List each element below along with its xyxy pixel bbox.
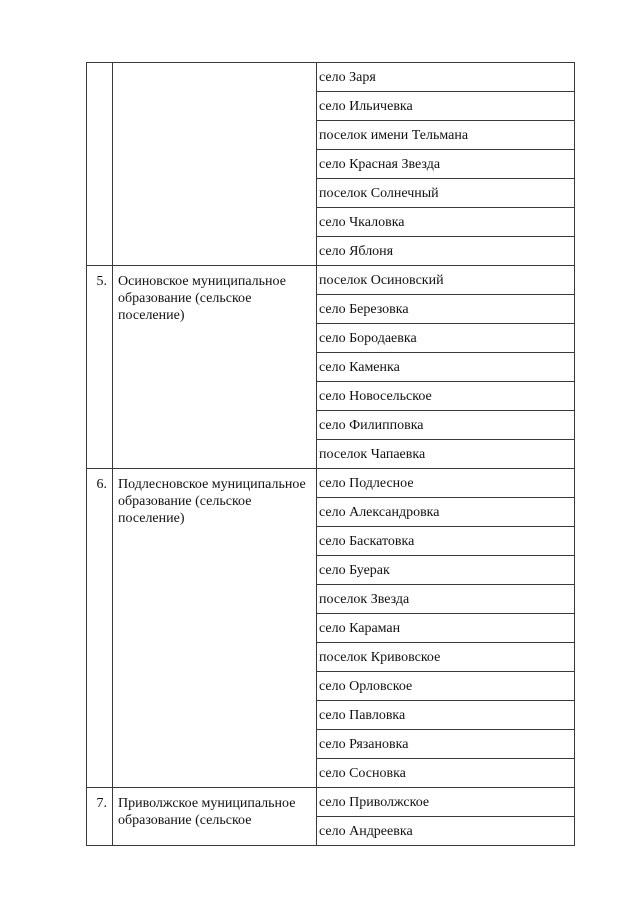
settlement-name: поселок Солнечный xyxy=(319,186,439,201)
settlement-cell xyxy=(317,237,575,266)
row-number-cell xyxy=(87,469,113,788)
row-number-cell xyxy=(87,266,113,469)
row-number: 6. xyxy=(96,477,107,492)
settlement-cell xyxy=(317,266,575,295)
settlement-name: село Новосельское xyxy=(319,389,432,404)
municipality-name xyxy=(113,63,316,70)
settlement-name: село Подлесное xyxy=(319,476,414,491)
settlement-cell xyxy=(317,498,575,527)
municipality-name: Подлесновское муниципальное образование (сельское поселение) xyxy=(118,477,306,526)
settlement-cell xyxy=(317,179,575,208)
settlement-cell xyxy=(317,353,575,382)
settlement-cell xyxy=(317,382,575,411)
table-row xyxy=(87,469,575,498)
settlement-name: поселок имени Тельмана xyxy=(319,128,469,143)
table-row xyxy=(87,266,575,295)
settlement-name: село Андреевка xyxy=(319,824,413,839)
settlement-cell xyxy=(317,63,575,92)
settlement-name: село Филипповка xyxy=(319,418,424,433)
settlement-cell xyxy=(317,759,575,788)
settlement-cell xyxy=(317,92,575,121)
settlement-cell xyxy=(317,556,575,585)
municipality-name-cell xyxy=(113,266,317,469)
settlement-cell xyxy=(317,324,575,353)
settlement-cell xyxy=(317,817,575,846)
settlement-cell xyxy=(317,121,575,150)
settlement-name: село Ильичевка xyxy=(319,99,413,114)
settlement-name: село Заря xyxy=(319,70,376,85)
row-number: 7. xyxy=(96,796,107,811)
settlement-name: село Орловское xyxy=(319,679,413,694)
settlement-name: село Березовка xyxy=(319,302,409,317)
settlement-name: село Александровка xyxy=(319,505,440,520)
settlements-table xyxy=(86,62,575,846)
table-row xyxy=(87,788,575,817)
settlement-name: село Буерак xyxy=(319,563,390,578)
row-number-cell xyxy=(87,63,113,266)
settlement-cell xyxy=(317,150,575,179)
municipality-name: Приволжское муниципальное образование (сельское xyxy=(118,796,296,828)
settlement-name: поселок Кривовское xyxy=(319,650,441,665)
settlement-cell xyxy=(317,469,575,498)
row-number: 5. xyxy=(96,274,107,289)
settlement-name: село Сосновка xyxy=(319,766,406,781)
settlement-name: село Яблоня xyxy=(319,244,394,259)
settlement-cell xyxy=(317,208,575,237)
settlement-name: село Павловка xyxy=(319,708,406,723)
settlement-cell xyxy=(317,440,575,469)
row-number xyxy=(87,63,112,70)
settlement-cell xyxy=(317,730,575,759)
settlement-name: село Бородаевка xyxy=(319,331,417,346)
settlement-cell xyxy=(317,585,575,614)
row-number-cell xyxy=(87,788,113,846)
settlement-name: село Чкаловка xyxy=(319,215,405,230)
settlement-name: поселок Звезда xyxy=(319,592,410,607)
municipality-name-cell xyxy=(113,469,317,788)
settlements-table-body xyxy=(87,63,575,846)
settlement-cell xyxy=(317,527,575,556)
settlement-cell xyxy=(317,788,575,817)
settlement-name: село Приволжское xyxy=(319,795,430,810)
settlement-cell xyxy=(317,643,575,672)
settlement-cell xyxy=(317,614,575,643)
municipality-name-cell xyxy=(113,63,317,266)
settlement-name: село Каменка xyxy=(319,360,400,375)
municipality-name: Осиновское муниципальное образование (сельское поселение) xyxy=(118,274,286,323)
settlement-cell xyxy=(317,701,575,730)
settlement-name: поселок Осиновский xyxy=(319,273,444,288)
settlement-name: село Караман xyxy=(319,621,401,636)
settlement-cell xyxy=(317,295,575,324)
settlement-name: село Баскатовка xyxy=(319,534,415,549)
settlement-cell xyxy=(317,672,575,701)
municipality-name-cell xyxy=(113,788,317,846)
settlement-name: поселок Чапаевка xyxy=(319,447,426,462)
settlement-name: село Красная Звезда xyxy=(319,157,441,172)
settlement-cell xyxy=(317,411,575,440)
settlement-name: село Рязановка xyxy=(319,737,409,752)
table-row xyxy=(87,63,575,92)
